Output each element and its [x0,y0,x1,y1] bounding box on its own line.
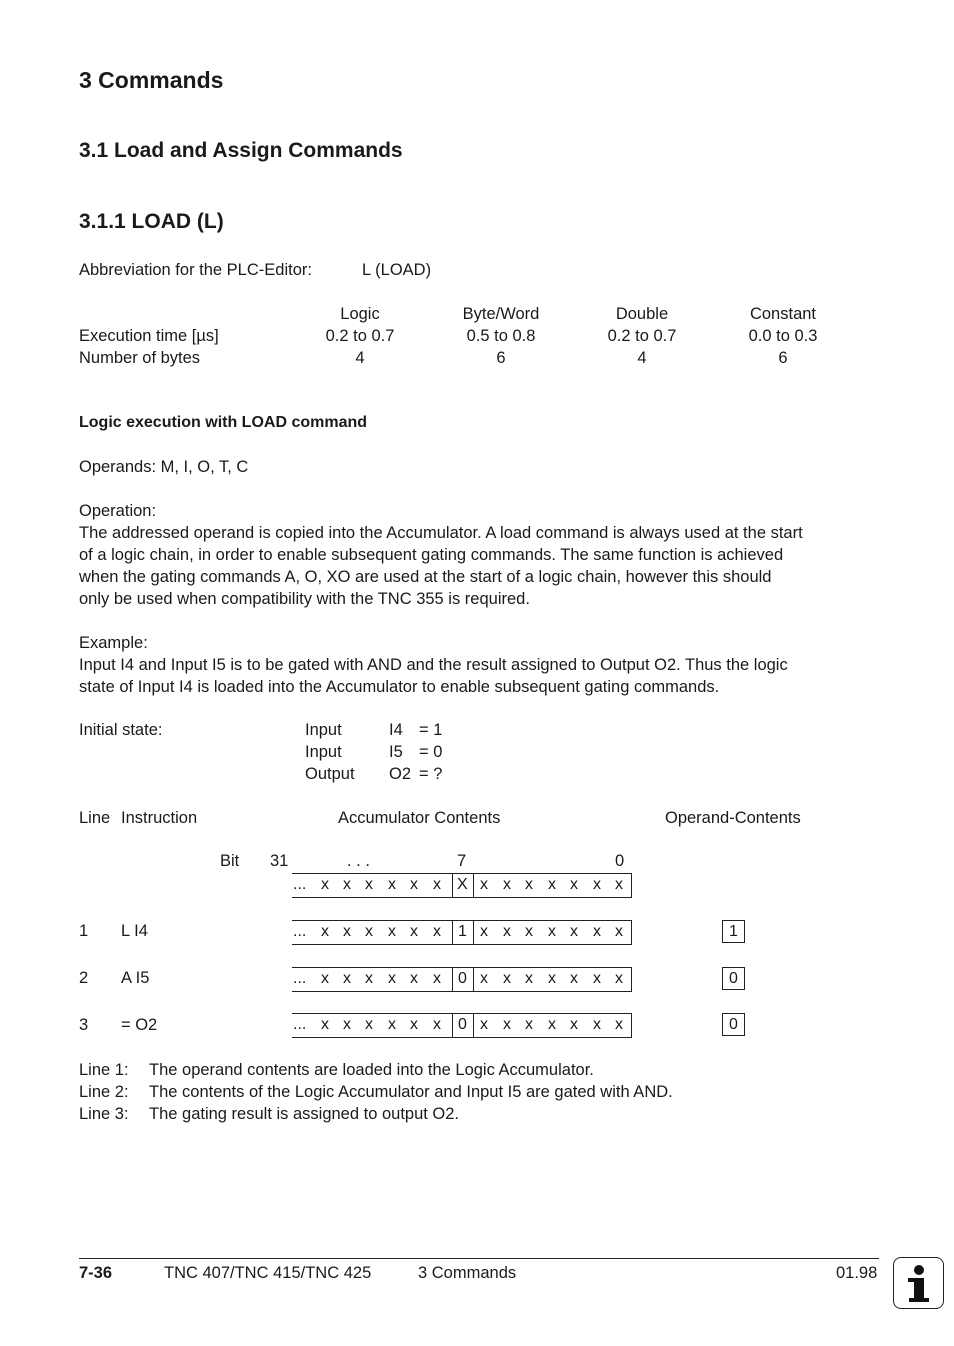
note-text: The contents of the Logic Accumulator and Input I5 are gated with AND. [149,1083,673,1101]
acc-cell: x [593,876,601,893]
acc-cell: x [410,1016,418,1033]
acc-cell: x [615,923,623,940]
cell: 0.0 to 0.3 [748,327,818,345]
acc-cell: x [388,970,396,987]
diagram-col-line: Line [79,809,111,827]
bit-0-label: 0 [615,852,625,870]
acc-cell: x [615,1016,623,1033]
acc-cell: x [321,1016,329,1033]
acc-cell: x [433,970,441,987]
acc-cell: x [365,970,373,987]
operation-paragraph [79,500,879,610]
chapter-heading: 3 Commands [79,67,224,93]
acc-cell: x [548,876,556,893]
acc-cell: x [593,1016,601,1033]
accumulator-row-3 [292,1013,632,1038]
state-value: = 1 [419,721,443,739]
acc-cell: x [388,876,396,893]
cell: 0.2 to 0.7 [325,327,395,345]
acc-cell: x [570,1016,578,1033]
section-heading: 3.1 Load and Assign Commands [79,139,403,162]
acc-prefix: ... [293,1016,307,1033]
row-label-execution-time: Execution time [µs] [79,327,219,345]
acc-cell: x [593,970,601,987]
acc-cell: x [343,970,351,987]
acc-cell: x [615,970,623,987]
acc-cell: x [570,876,578,893]
row-label-number-of-bytes: Number of bytes [79,349,201,367]
diagram-col-instruction: Instruction [121,809,198,827]
acc-cell: x [365,1016,373,1033]
acc-cell: x [548,970,556,987]
step-instruction: L I4 [121,922,148,940]
example-line: state of Input I4 is loaded into the Accumulator to enable subsequent gating commands. [79,678,720,696]
step-line-number: 2 [79,969,89,987]
accumulator-row-1 [292,920,632,945]
operand-contents-box: 1 [722,920,745,943]
acc-bit-value: 1 [458,923,467,940]
acc-cell: x [410,923,418,940]
acc-cell: x [410,876,418,893]
acc-cell: x [321,923,329,940]
acc-cell: x [480,876,488,893]
acc-cell: x [321,876,329,893]
note-text: The gating result is assigned to output O2. [149,1105,460,1123]
acc-prefix: ... [293,923,307,940]
acc-cell: x [365,876,373,893]
acc-cell: x [525,923,533,940]
acc-bit-header: X [457,876,468,893]
acc-cell: x [410,970,418,987]
diagram-col-operand: Operand-Contents [665,809,801,827]
note-label: Line 1: [79,1061,129,1079]
operand-contents-box: 0 [722,967,745,990]
acc-cell: x [480,923,488,940]
info-icon [893,1257,944,1309]
acc-cell: x [570,923,578,940]
footer-page-number: 7-36 [79,1264,113,1282]
state-value: = 0 [419,743,443,761]
footer-rule [79,1258,879,1259]
operation-line: The addressed operand is copied into the Accumulator. A load command is always used at the start [79,524,803,542]
note-text: The operand contents are loaded into the Logic Accumulator. [149,1061,594,1079]
acc-cell: x [365,923,373,940]
acc-cell: x [480,970,488,987]
acc-cell: x [503,970,511,987]
acc-cell: x [503,1016,511,1033]
acc-cell: x [343,1016,351,1033]
col-double: Double [615,305,669,323]
bit-31-label: 31 [270,852,289,870]
acc-cell: x [388,1016,396,1033]
cell: 6 [778,349,788,367]
acc-cell: x [525,1016,533,1033]
operation-line: when the gating commands A, O, XO are used at the start of a logic chain, however this should [79,568,772,586]
col-constant: Constant [749,305,817,323]
operation-line: only be used when compatibility with the TNC 355 is required. [79,590,530,608]
step-instruction: A I5 [121,969,150,987]
initial-state-label: Initial state: [79,721,163,739]
acc-cell: x [503,923,511,940]
col-byte-word: Byte/Word [462,305,540,323]
state-operand: I4 [389,721,403,739]
state-operand: I5 [389,743,403,761]
acc-cell: x [548,923,556,940]
acc-cell: x [343,876,351,893]
accumulator-row-2 [292,967,632,992]
acc-cell: x [593,923,601,940]
acc-cell: x [433,1016,441,1033]
acc-cell: x [433,876,441,893]
state-kind: Input [305,743,342,761]
operation-line: of a logic chain, in order to enable subsequent gating commands. The same function is achieved [79,546,784,564]
cell: 4 [637,349,647,367]
step-instruction: = O2 [121,1016,158,1034]
cell: 4 [355,349,365,367]
operand-contents-box: 0 [722,1013,745,1036]
bit-7-label: 7 [457,852,467,870]
logic-heading: Logic execution with LOAD command [79,414,368,431]
state-value: = ? [419,765,443,783]
acc-cell: x [388,923,396,940]
note-label: Line 3: [79,1105,129,1123]
bit-label: Bit [220,852,240,870]
operation-label: Operation: [79,502,157,520]
diagram-col-accumulator: Accumulator Contents [338,809,501,827]
footer-chapter: 3 Commands [418,1264,517,1282]
step-line-number: 1 [79,922,89,940]
acc-bit-value: 0 [458,970,467,987]
acc-cell: x [503,876,511,893]
state-kind: Output [305,765,355,783]
acc-cell: x [525,876,533,893]
example-paragraph [79,632,879,698]
abbreviation-label: Abbreviation for the PLC-Editor: [79,261,312,279]
footer-models: TNC 407/TNC 415/TNC 425 [164,1264,372,1282]
step-line-number: 3 [79,1016,89,1034]
acc-cell: x [570,970,578,987]
acc-prefix: ... [293,876,307,893]
acc-cell: x [525,970,533,987]
acc-prefix: ... [293,970,307,987]
note-label: Line 2: [79,1083,129,1101]
state-kind: Input [305,721,342,739]
acc-cell: x [433,923,441,940]
footer-date: 01.98 [836,1264,878,1282]
subsection-heading: 3.1.1 LOAD (L) [79,210,224,233]
cell: 0.2 to 0.7 [607,327,677,345]
cell: 0.5 to 0.8 [466,327,536,345]
operands-text: Operands: M, I, O, T, C [79,458,249,476]
acc-cell: x [480,1016,488,1033]
accumulator-row-header [292,873,632,898]
example-label: Example: [79,634,148,652]
acc-cell: x [321,970,329,987]
acc-bit-value: 0 [458,1016,467,1033]
acc-cell: x [343,923,351,940]
example-line: Input I4 and Input I5 is to be gated with AND and the result assigned to Output O2. Thus the logic [79,656,788,674]
acc-cell: x [615,876,623,893]
state-operand: O2 [389,765,412,783]
abbreviation-value: L (LOAD) [362,261,432,279]
acc-cell: x [548,1016,556,1033]
cell: 6 [496,349,506,367]
col-logic: Logic [340,305,380,323]
bit-ellipsis: . . . [347,852,370,870]
